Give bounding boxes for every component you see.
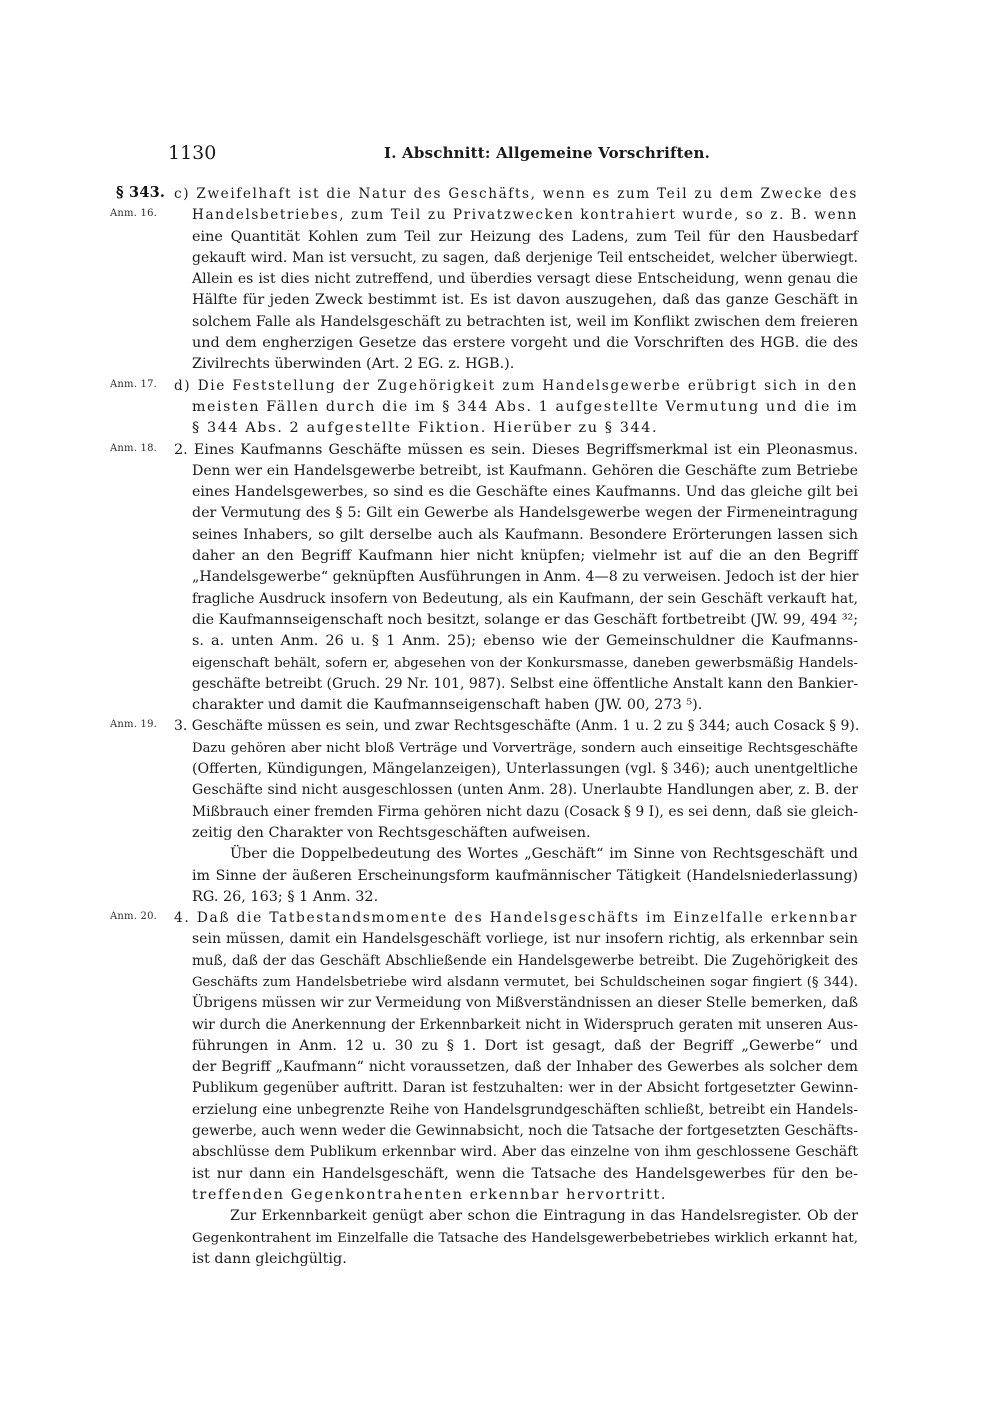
text-line [0,631,1000,652]
line-text: führungen in Anm. 12 u. 30 zu § 1. Dort ist gesagt, daß der Begriff „Gewerbe“ und [192,1037,858,1054]
line-text: Gegenkontrahent im Einzelfalle die Tatsache des Handelsgewerbebetriebes wirklich erkannt hat, [192,1230,858,1246]
line-text: RG. 26, 163; § 1 Anm. 32. [192,888,379,905]
text-line [0,461,1000,482]
text-line [0,525,1000,546]
text-line [0,844,1000,865]
line-text: gewerbe, auch wenn weder die Gewinnabsicht, noch die Tatsache der fortgesetzten Geschäfts- [192,1123,858,1140]
line-text: erzielung eine unbegrenzte Reihe von Handelsgrundgeschäften schließt, betreibt ein Handels- [192,1101,858,1118]
text-line [0,780,1000,801]
text-line [0,1015,1000,1036]
line-text: geschäfte betreibt (Gruch. 29 Nr. 101, 987). Selbst eine öffentliche Anstalt kann den Bankier- [192,675,859,692]
text-line [0,546,1000,567]
text-line [0,482,1000,503]
line-text: Übrigens müssen wir zur Vermeidung von Mißverständnissen an dieser Stelle bemerken, daß [192,995,858,1012]
line-text: Über die Doppelbedeutung des Wortes „Geschäft“ im Sinne von Rechtsgeschäft und [230,846,858,863]
text-line [0,589,1000,610]
line-text: Publikum gegenüber auftritt. Daran ist festzuhalten: wer in der Absicht fortgesetzter Gewinn- [192,1080,858,1097]
text-line [0,1249,1000,1270]
text-line [0,1036,1000,1057]
text-line [0,738,1000,759]
text-line [0,759,1000,780]
line-text: die Kaufmannseigenschaft noch besitzt, solange er das Geschäft fortbetreibt (JW. 99, 494 ³²; [192,611,858,628]
text-line [0,1057,1000,1078]
line-text: Allein es ist dies nicht zutreffend, und überdies versagt diese Entscheidung, wenn genau die [192,271,858,288]
text-line [0,312,1000,333]
text-line [0,951,1000,972]
text-line [0,653,1000,674]
line-text: eines Handelsgewerbes, so sind es die Geschäfte eines Kaufmanns. Und das gleiche gilt bei [192,484,858,501]
line-text: daher an den Begriff Kaufmann hier nicht knüpfen; vielmehr ist auf die an den Begriff [192,548,858,565]
line-text: d) Die Feststellung der Zugehörigkeit zum Handelsgewerbe erübrigt sich in den [174,377,858,394]
line-text: wir durch die Anerkennung der Erkennbarkeit nicht in Widerspruch geraten mit unseren Aus- [192,1016,858,1033]
text-line [0,1078,1000,1099]
text-line [0,610,1000,631]
line-text: Zur Erkennbarkeit genügt aber schon die Eintragung in das Handelsregister. Ob der [230,1208,858,1225]
line-text: s. a. unten Anm. 26 u. § 1 Anm. 25); ebenso wie der Gemeinschuldner die Kaufmanns- [192,633,858,650]
line-text: eigenschaft behält, sofern er, abgesehen von der Konkursmasse, daneben gewerbsmäßig Handels- [192,655,858,671]
line-text: „Handelsgewerbe“ geknüpften Ausführungen in Anm. 4—8 zu verweisen. Jedoch ist der hier [192,569,859,586]
line-text: seines Inhabers, so gilt derselbe auch als Kaufmann. Besondere Erörterungen lassen sich [192,526,858,543]
text-line [0,972,1000,993]
line-text: zeitig den Charakter von Rechtsgeschäften aufweisen. [192,824,591,841]
text-line [0,1185,1000,1206]
text-line [0,1100,1000,1121]
text-line [0,184,1000,205]
line-text: Zivilrechts überwinden (Art. 2 EG. z. HGB.). [192,356,515,373]
line-text: charakter und damit die Kaufmannseigenschaft haben (JW. 00, 273 ⁵). [192,697,703,714]
line-text: muß, daß der das Geschäft Abschließende ein Handelsgewerbe betreibt. Die Zugehörigkeit des [192,952,858,969]
text-line [0,440,1000,461]
line-text: und dem engherzigen Gesetze das erstere vorgeht und die Vorschriften des HGB. die des [192,335,858,352]
line-text: ist dann gleichgültig. [192,1250,347,1267]
text-line [0,993,1000,1014]
text-line [0,1121,1000,1142]
line-text: treffenden Gegenkontrahenten erkennbar hervortritt. [192,1186,668,1203]
text-line [0,333,1000,354]
text-line [0,397,1000,418]
line-text: Dazu gehören aber nicht bloß Verträge und Vorverträge, sondern auch einseitige Rechtsgeschäfte [192,740,858,756]
margin-note-anm16: Anm. 16. [110,208,158,220]
text-line [0,1228,1000,1249]
line-text: Denn wer ein Handelsgewerbe betreibt, ist Kaufmann. Gehören die Geschäfte zum Betriebe [192,462,858,479]
text-line [0,205,1000,226]
paragraph-marker: § 343. [116,184,166,201]
text-line [0,227,1000,248]
page-body [0,184,1000,1270]
line-text: fragliche Ausdruck insofern von Bedeutung, als ein Kaufmann, der sein Geschäft verkauft hat, [192,590,858,607]
page-number: 1130 [168,142,217,164]
line-text: 3. Geschäfte müssen es sein, und zwar Rechtsgeschäfte (Anm. 1 u. 2 zu § 344; auch Cosack § 9). [174,718,860,735]
text-line [0,908,1000,929]
line-text: Geschäfte sind nicht ausgeschlossen (unten Anm. 28). Unerlaubte Handlungen aber, z. B. der [192,782,858,799]
text-line [0,1206,1000,1227]
line-text: abschlüsse dem Publikum erkennbar wird. Aber das einzelne von ihm geschlossene Geschäft [192,1144,858,1161]
line-text: der Begriff „Kaufmann“ nicht voraussetzen, daß der Inhaber des Gewerbes als solcher dem [192,1059,858,1076]
text-line [0,376,1000,397]
line-text: im Sinne der äußeren Erscheinungsform kaufmännischer Tätigkeit (Handelsniederlassung) [192,867,858,884]
text-line [0,418,1000,439]
text-line [0,823,1000,844]
text-line [0,929,1000,950]
line-text: sein müssen, damit ein Handelsgeschäft vorliege, ist nur insofern richtig, als erkennbar sein [192,931,858,948]
line-text: Hälfte für jeden Zweck bestimmt ist. Es ist davon auszugehen, daß das ganze Geschäft in [192,292,858,309]
text-line [0,716,1000,737]
margin-note-anm19: Anm. 19. [110,719,158,731]
line-text: 2. Eines Kaufmanns Geschäfte müssen es sein. Dieses Begriffsmerkmal ist ein Pleonasmus. [174,441,858,458]
text-line [0,887,1000,908]
running-title: I. Abschnitt: Allgemeine Vorschriften. [384,144,711,162]
text-line [0,503,1000,524]
line-text: eine Quantität Kohlen zum Teil zur Heizung des Ladens, zum Teil für den Hausbedarf [192,228,858,245]
line-text: 4. Daß die Tatbestandsmomente des Handelsgeschäfts im Einzelfalle erkennbar [174,910,858,927]
text-line [0,866,1000,887]
line-text: Handelsbetriebes, zum Teil zu Privatzwecken kontrahiert wurde, so z. B. wenn [192,207,858,224]
line-text: c) Zweifelhaft ist die Natur des Geschäfts, wenn es zum Teil zu dem Zwecke des [174,186,858,202]
line-text: § 344 Abs. 2 aufgestellte Fiktion. Hierüber zu § 344. [192,420,659,437]
line-text: solchem Falle als Handelsgeschäft zu betrachten ist, weil im Konflikt zwischen dem freieren [192,313,858,330]
margin-note-anm18: Anm. 18. [110,442,158,454]
text-line [0,248,1000,269]
text-line [0,567,1000,588]
line-text: meisten Fällen durch die im § 344 Abs. 1 aufgestellte Vermutung und die im [192,398,859,415]
text-line [0,354,1000,375]
text-line [0,269,1000,290]
line-text: ist nur dann ein Handelsgeschäft, wenn die Tatsache des Handelsgewerbes für den be- [192,1165,858,1182]
margin-note-anm20: Anm. 20. [110,911,158,923]
line-text: (Offerten, Kündigungen, Mängelanzeigen), Unterlassungen (vgl. § 346); auch unentgeltliche [192,761,858,778]
line-text: der Vermutung des § 5: Gilt ein Gewerbe als Handelsgewerbe wegen der Firmeneintragung [192,505,858,522]
line-text: gekauft wird. Man ist versucht, zu sagen, daß derjenige Teil entscheidet, welcher überwiegt. [192,249,858,266]
line-text: Mißbrauch einer fremden Firma gehören nicht dazu (Cosack § 9 I), es sei denn, daß sie gleich- [192,803,858,820]
text-line [0,1164,1000,1185]
text-line [0,674,1000,695]
text-line [0,695,1000,716]
text-line [0,1142,1000,1163]
line-text: Geschäfts zum Handelsbetriebe wird alsdann vermutet, bei Schuldscheinen sogar fingiert (§ 344). [192,974,858,990]
page-header [168,142,868,168]
text-line [0,802,1000,823]
margin-note-anm17: Anm. 17. [110,378,158,390]
text-line [0,290,1000,311]
